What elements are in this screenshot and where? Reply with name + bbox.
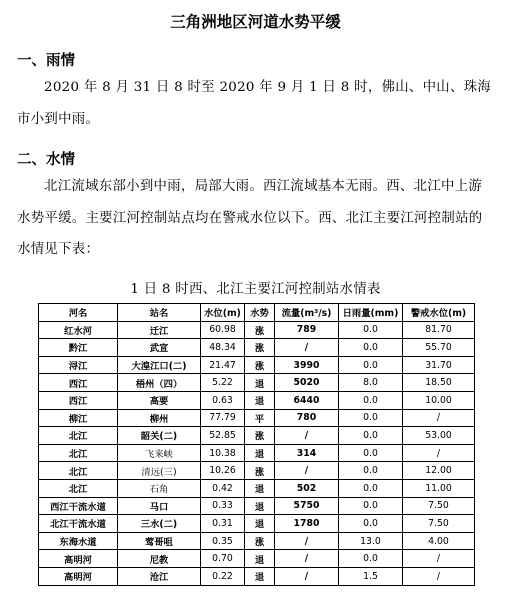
cell-warning-level: 55.70 xyxy=(403,339,475,357)
cell-station: 三水(二) xyxy=(118,515,201,533)
cell-water-level: 0.42 xyxy=(201,479,245,497)
cell-station: 莺哥咀 xyxy=(118,532,201,550)
cell-flow: 5020 xyxy=(275,374,339,392)
cell-station: 尼教 xyxy=(118,550,201,568)
water-regime-table xyxy=(38,303,475,586)
cell-flow: 314 xyxy=(275,444,339,462)
table-row xyxy=(39,567,475,585)
cell-trend: 退 xyxy=(245,567,275,585)
cell-water-level: 48.34 xyxy=(201,339,245,357)
cell-warning-level: 18.50 xyxy=(403,374,475,392)
cell-river: 东海水道 xyxy=(39,532,118,550)
section-heading-rain: 一、雨情 xyxy=(17,53,75,69)
section-paragraph-rain: 2020 年 8 月 31 日 8 时至 2020 年 9 月 1 日 8 时，佛山、中山、珠海市小到中雨。 xyxy=(17,80,492,127)
cell-station: 高要 xyxy=(118,391,201,409)
cell-water-level: 52.85 xyxy=(201,427,245,445)
cell-daily-rain: 0.0 xyxy=(339,391,403,409)
cell-river: 高明河 xyxy=(39,550,118,568)
cell-river: 西江 xyxy=(39,374,118,392)
cell-trend: 退 xyxy=(245,550,275,568)
header-warning-level: 警戒水位(m) xyxy=(403,304,475,322)
cell-warning-level: 53.00 xyxy=(403,427,475,445)
table-header-row xyxy=(39,304,475,322)
cell-station: 韶关(二) xyxy=(118,427,201,445)
table-row xyxy=(39,444,475,462)
cell-trend: 涨 xyxy=(245,339,275,357)
cell-river: 北江干流水道 xyxy=(39,515,118,533)
cell-warning-level: / xyxy=(403,444,475,462)
header-water-level: 水位(m) xyxy=(201,304,245,322)
table-row xyxy=(39,497,475,515)
cell-flow: / xyxy=(275,550,339,568)
cell-daily-rain: 0.0 xyxy=(339,462,403,480)
table-row xyxy=(39,427,475,445)
table-row xyxy=(39,391,475,409)
cell-warning-level: / xyxy=(403,567,475,585)
cell-water-level: 77.79 xyxy=(201,409,245,427)
table-row xyxy=(39,339,475,357)
cell-flow: 1780 xyxy=(275,515,339,533)
table-row xyxy=(39,409,475,427)
header-station: 站名 xyxy=(118,304,201,322)
cell-warning-level: 4.00 xyxy=(403,532,475,550)
cell-warning-level: / xyxy=(403,550,475,568)
cell-flow: / xyxy=(275,567,339,585)
cell-warning-level: 31.70 xyxy=(403,356,475,374)
cell-river: 北江 xyxy=(39,427,118,445)
cell-warning-level: 81.70 xyxy=(403,321,475,339)
cell-trend: 涨 xyxy=(245,532,275,550)
cell-trend: 退 xyxy=(245,444,275,462)
cell-river: 柳江 xyxy=(39,409,118,427)
cell-station: 梧州（四） xyxy=(118,374,201,392)
cell-daily-rain: 8.0 xyxy=(339,374,403,392)
cell-river: 北江 xyxy=(39,444,118,462)
section-paragraph-water: 北江流域东部小到中雨，局部大雨。西江流域基本无雨。西、北江中上游水势平缓。主要江河控制站点均在警戒水位以下。西、北江主要江河控制站的水情见下表： xyxy=(17,179,483,257)
cell-flow: 780 xyxy=(275,409,339,427)
cell-trend: 退 xyxy=(245,497,275,515)
cell-trend: 涨 xyxy=(245,427,275,445)
cell-flow: / xyxy=(275,427,339,445)
cell-daily-rain: 0.0 xyxy=(339,479,403,497)
table-caption: 1 日 8 时西、北江主要江河控制站水情表 xyxy=(130,282,381,297)
cell-flow: 3990 xyxy=(275,356,339,374)
cell-trend: 退 xyxy=(245,391,275,409)
cell-trend: 退 xyxy=(245,515,275,533)
header-trend: 水势 xyxy=(245,304,275,322)
cell-flow: / xyxy=(275,339,339,357)
cell-daily-rain: 0.0 xyxy=(339,321,403,339)
cell-daily-rain: 0.0 xyxy=(339,444,403,462)
cell-water-level: 0.35 xyxy=(201,532,245,550)
table-row xyxy=(39,479,475,497)
table-row xyxy=(39,356,475,374)
table-body xyxy=(39,321,475,585)
cell-trend: 退 xyxy=(245,374,275,392)
cell-trend: 涨 xyxy=(245,356,275,374)
cell-water-level: 0.22 xyxy=(201,567,245,585)
cell-daily-rain: 0.0 xyxy=(339,427,403,445)
header-daily-rain: 日雨量(mm) xyxy=(339,304,403,322)
cell-river: 北江 xyxy=(39,462,118,480)
cell-warning-level: / xyxy=(403,409,475,427)
cell-station: 沧江 xyxy=(118,567,201,585)
cell-trend: 涨 xyxy=(245,462,275,480)
table-row xyxy=(39,532,475,550)
cell-water-level: 21.47 xyxy=(201,356,245,374)
table-row xyxy=(39,374,475,392)
page-title: 三角洲地区河道水势平缓 xyxy=(170,13,341,31)
cell-station: 迁江 xyxy=(118,321,201,339)
cell-flow: / xyxy=(275,462,339,480)
cell-daily-rain: 0.0 xyxy=(339,497,403,515)
cell-station: 武宣 xyxy=(118,339,201,357)
cell-daily-rain: 1.5 xyxy=(339,567,403,585)
cell-station: 马口 xyxy=(118,497,201,515)
cell-river: 红水河 xyxy=(39,321,118,339)
cell-flow: 502 xyxy=(275,479,339,497)
cell-daily-rain: 0.0 xyxy=(339,409,403,427)
cell-river: 黔江 xyxy=(39,339,118,357)
cell-flow: 789 xyxy=(275,321,339,339)
cell-water-level: 0.31 xyxy=(201,515,245,533)
cell-water-level: 60.98 xyxy=(201,321,245,339)
table-row xyxy=(39,321,475,339)
cell-flow: 5750 xyxy=(275,497,339,515)
cell-warning-level: 7.50 xyxy=(403,497,475,515)
section-heading-water: 二、水情 xyxy=(17,152,75,168)
cell-daily-rain: 0.0 xyxy=(339,515,403,533)
header-river: 河名 xyxy=(39,304,118,322)
cell-flow: / xyxy=(275,532,339,550)
table-row xyxy=(39,515,475,533)
cell-daily-rain: 0.0 xyxy=(339,339,403,357)
cell-warning-level: 12.00 xyxy=(403,462,475,480)
cell-station: 大湟江口(二) xyxy=(118,356,201,374)
cell-warning-level: 10.00 xyxy=(403,391,475,409)
cell-station: 清远(三) xyxy=(118,462,201,480)
cell-station: 飞来峡 xyxy=(118,444,201,462)
table-row xyxy=(39,550,475,568)
cell-warning-level: 7.50 xyxy=(403,515,475,533)
cell-water-level: 0.63 xyxy=(201,391,245,409)
cell-flow: 6440 xyxy=(275,391,339,409)
cell-trend: 平 xyxy=(245,409,275,427)
cell-warning-level: 11.00 xyxy=(403,479,475,497)
cell-trend: 退 xyxy=(245,479,275,497)
cell-water-level: 0.70 xyxy=(201,550,245,568)
cell-trend: 涨 xyxy=(245,321,275,339)
cell-station: 石角 xyxy=(118,479,201,497)
cell-station: 柳州 xyxy=(118,409,201,427)
cell-water-level: 5.22 xyxy=(201,374,245,392)
cell-daily-rain: 13.0 xyxy=(339,532,403,550)
cell-daily-rain: 0.0 xyxy=(339,356,403,374)
cell-daily-rain: 0.0 xyxy=(339,550,403,568)
table-row xyxy=(39,462,475,480)
cell-water-level: 10.26 xyxy=(201,462,245,480)
cell-river: 西江 xyxy=(39,391,118,409)
header-flow: 流量(m³/s) xyxy=(275,304,339,322)
cell-water-level: 10.38 xyxy=(201,444,245,462)
cell-river: 北江 xyxy=(39,479,118,497)
cell-river: 西江干流水道 xyxy=(39,497,118,515)
cell-river: 高明河 xyxy=(39,567,118,585)
cell-river: 浔江 xyxy=(39,356,118,374)
cell-water-level: 0.33 xyxy=(201,497,245,515)
